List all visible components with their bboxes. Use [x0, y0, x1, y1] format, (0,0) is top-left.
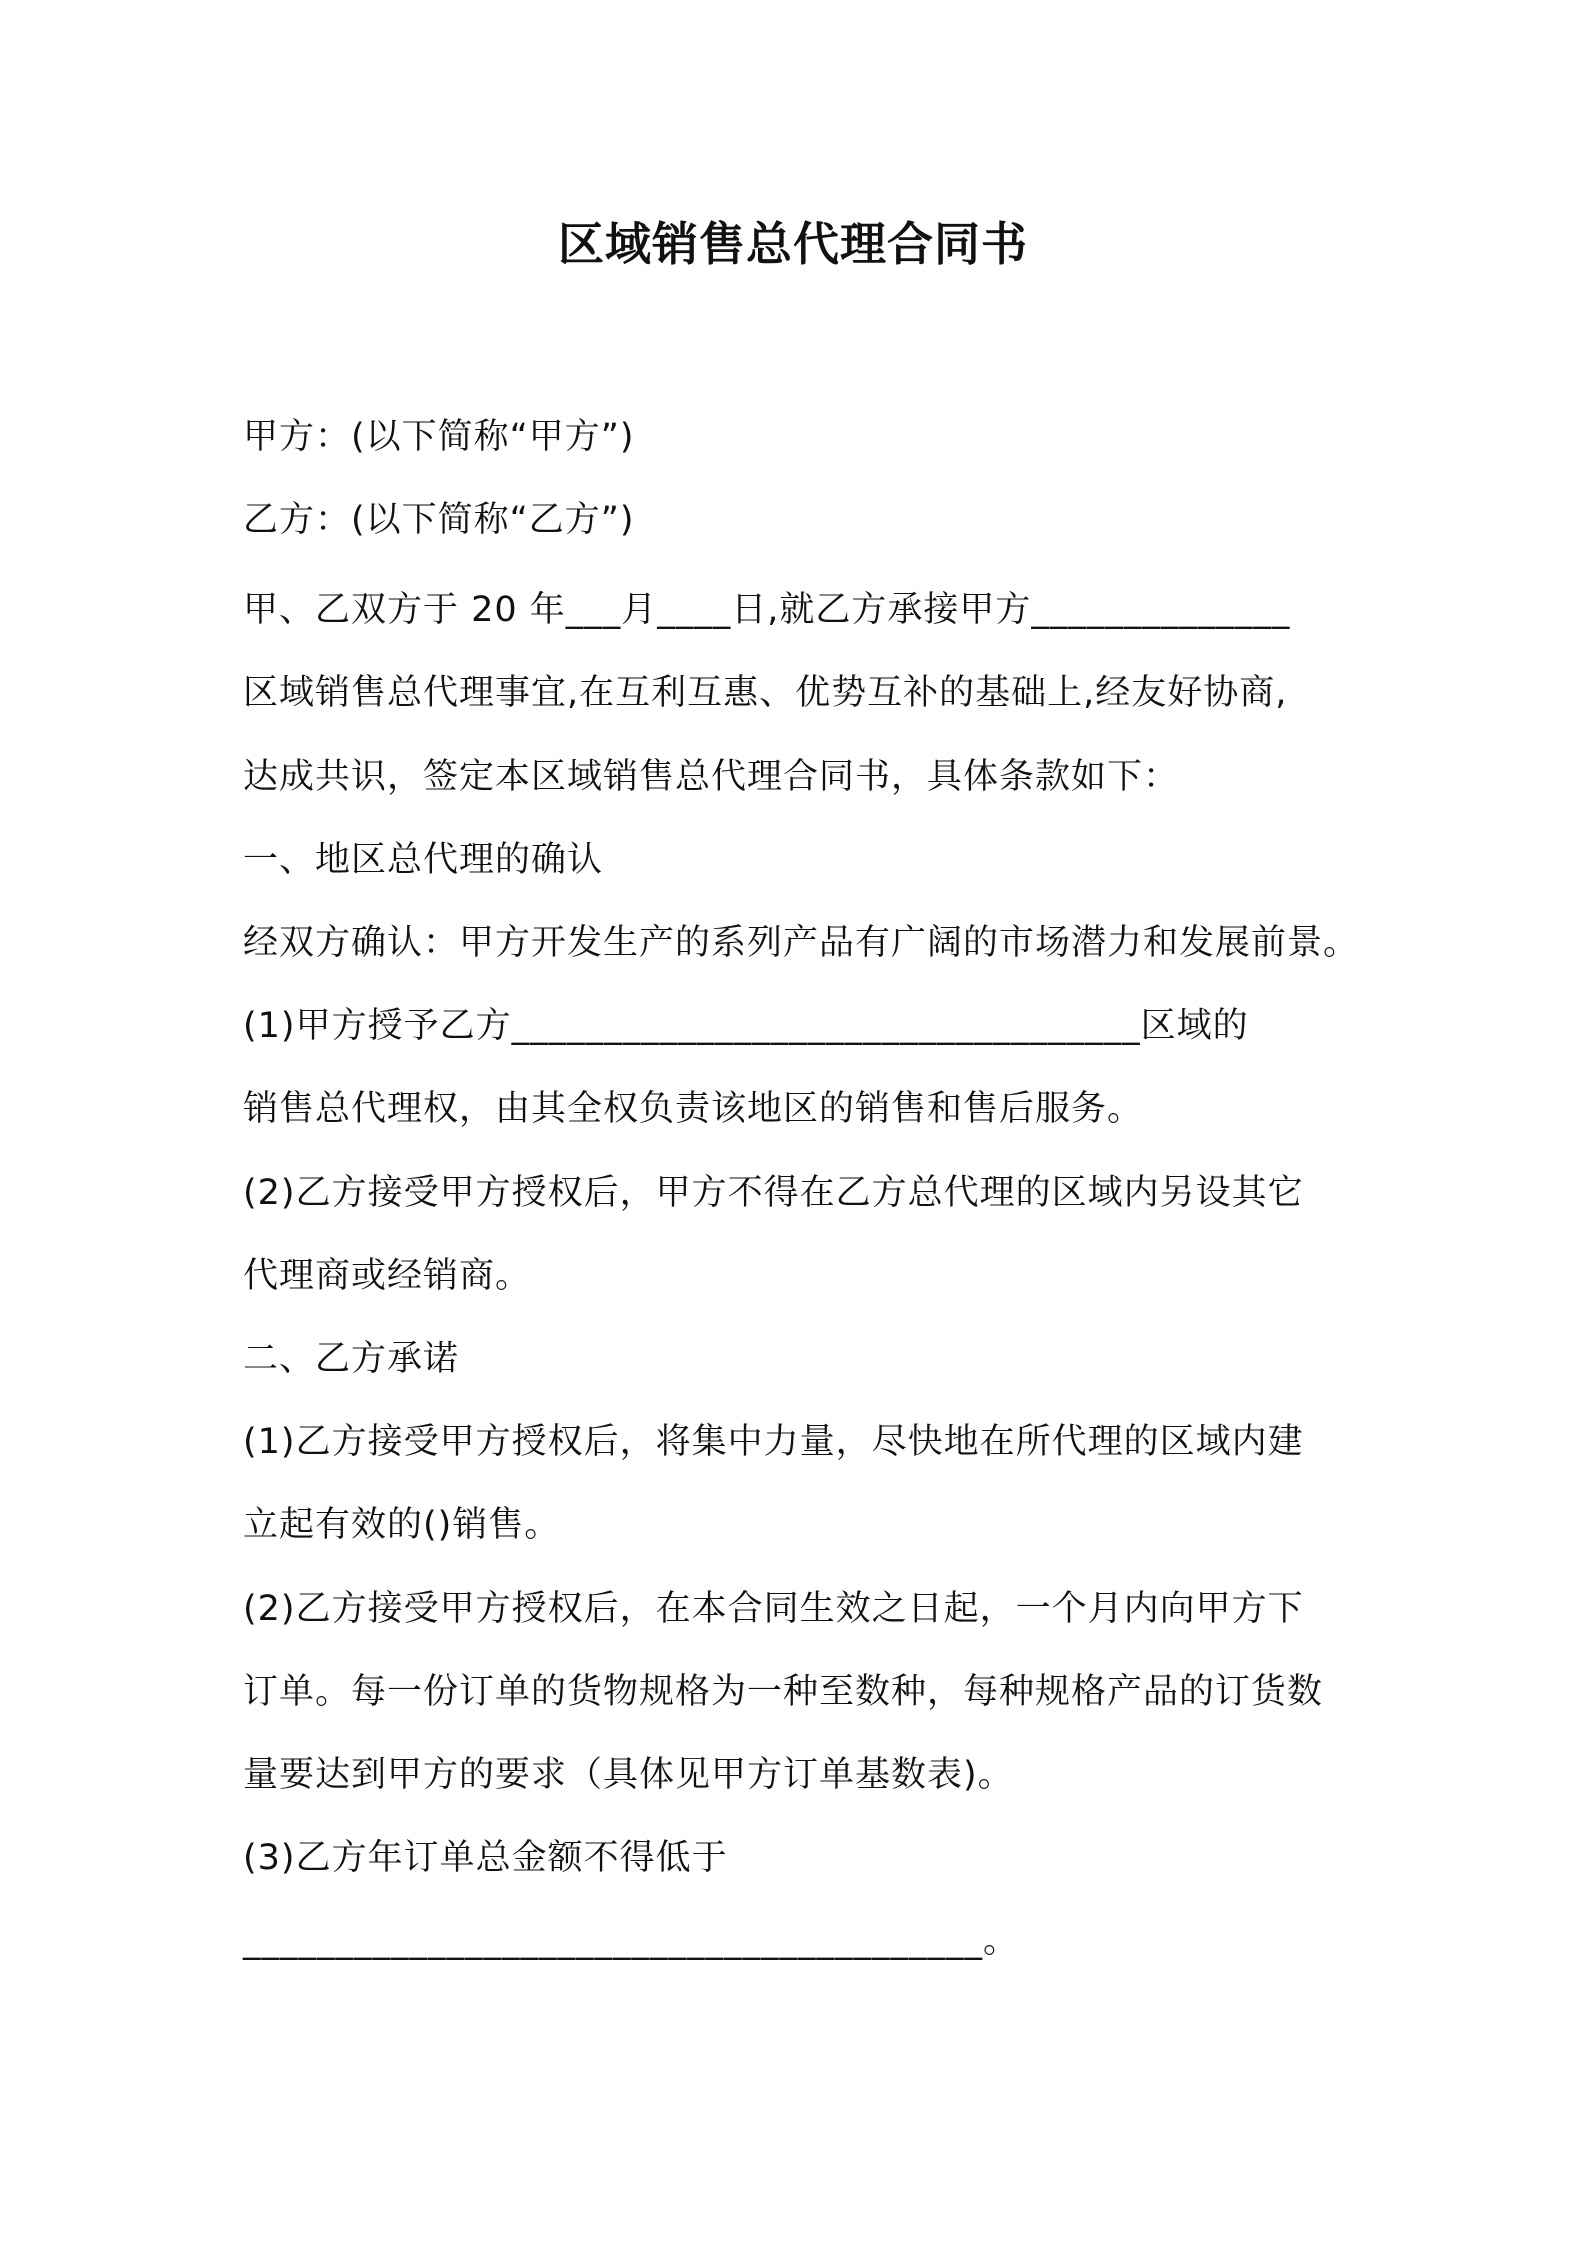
party-a-line: 甲方：(以下简称“甲方”) — [243, 417, 635, 457]
preamble-line-2: 区域销售总代理事宜,在互利互惠、优势互补的基础上,经友好协商, — [243, 673, 1288, 713]
clause-2-3-line-1: (3)乙方年订单总金额不得低于 — [243, 1838, 728, 1878]
clause-1-1-line-1: (1)甲方授予乙方__________________________________区域的 — [243, 1006, 1249, 1046]
section-1-intro: 经双方确认：甲方开发生产的系列产品有广阔的市场潜力和发展前景。 — [243, 923, 1360, 963]
clause-1-1-line-2: 销售总代理权，由其全权负责该地区的销售和售后服务。 — [243, 1089, 1144, 1129]
preamble-line-3: 达成共识，签定本区域销售总代理合同书，具体条款如下： — [243, 757, 1180, 797]
section-2-heading: 二、乙方承诺 — [243, 1339, 460, 1379]
clause-2-3-line-2: ________________________________________。 — [243, 1921, 1020, 1961]
clause-1-2-line-1: (2)乙方接受甲方授权后，甲方不得在乙方总代理的区域内另设其它 — [243, 1173, 1304, 1213]
document-title: 区域销售总代理合同书 — [558, 217, 1028, 271]
preamble-line-1: 甲、乙双方于 20 年___月____日,就乙方承接甲方______________ — [243, 590, 1291, 630]
clause-2-1-line-2: 立起有效的()销售。 — [243, 1505, 561, 1545]
clause-2-1-line-1: (1)乙方接受甲方授权后，将集中力量，尽快地在所代理的区域内建 — [243, 1422, 1304, 1462]
clause-1-2-line-2: 代理商或经销商。 — [243, 1256, 532, 1296]
clause-2-2-line-3: 量要达到甲方的要求（具体见甲方订单基数表)。 — [243, 1755, 1014, 1795]
clause-2-2-line-2: 订单。每一份订单的货物规格为一种至数种，每种规格产品的订货数 — [243, 1672, 1324, 1712]
clause-2-2-line-1: (2)乙方接受甲方授权后，在本合同生效之日起，一个月内向甲方下 — [243, 1589, 1304, 1629]
party-b-line: 乙方：(以下简称“乙方”) — [243, 500, 635, 540]
section-1-heading: 一、地区总代理的确认 — [243, 840, 604, 880]
